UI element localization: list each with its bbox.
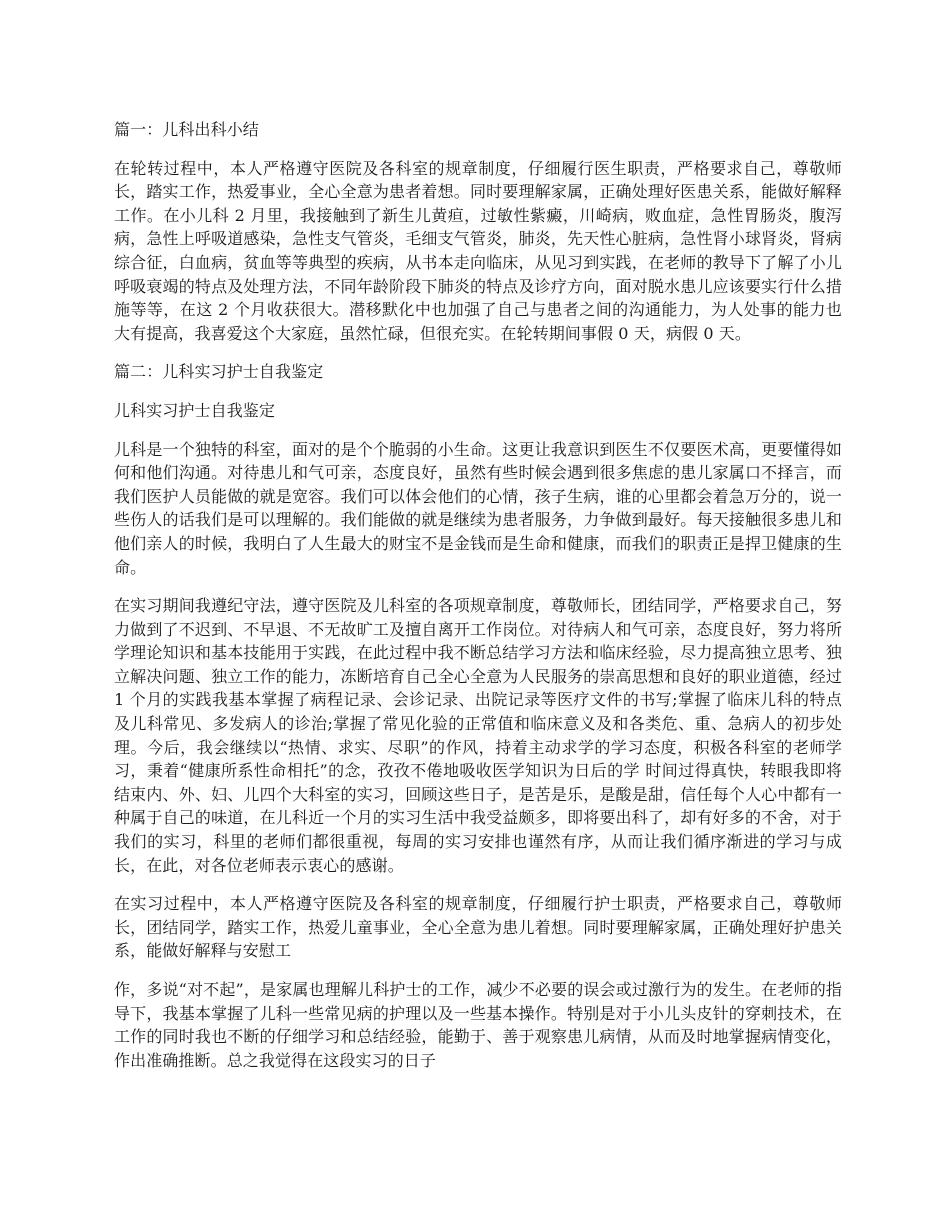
section-heading-2: 篇二：儿科实习护士自我鉴定 (114, 362, 324, 382)
document-page (114, 118, 842, 1087)
section-heading-1: 篇一：儿科出科小结 (114, 120, 259, 139)
document-title: 儿科实习护士自我鉴定 (114, 400, 276, 420)
paragraph-5: 作，多说“对不起”，是家属也理解儿科护士的工作，减少不必要的误会或过激行为的发生。在老师的指导下，我基本掌握了儿科一些常见病的护理以及一些基本操作。特别是对于小儿头皮针的穿刺技术，在工作的同时我也不断的仔细学习和总结经验，能勤于、善于观察患儿病情，从而及时地掌握病情变化，作出准确推断。总之我觉得在这段实习的日子 (114, 980, 842, 1070)
paragraph-1: 在轮转过程中，本人严格遵守医院及各科室的规章制度，仔细履行医生职责，严格要求自己，尊敬师长，踏实工作，热爱事业，全心全意为患者着想。同时要理解家属，正确处理好医患关系，能做好解释工作。在小儿科 2 月里，我接触到了新生儿黄疸，过敏性紫癜，川崎病，败血症，急性胃肠炎，腹泻病，急性上呼吸道感染，急性支气管炎，毛细支气管炎，肺炎，先天性心脏病，急性肾小球肾炎，肾病综合征，白血病，贫血等等典型的疾病，从书本走向临床，从见习到实践，在老师的教导下了解了小儿呼吸衰竭的特点及处理方法，不同年龄阶段下肺炎的特点及诊疗方向，面对脱水患儿应该要实行什么措施等等，在这 2 个月收获很大。潜移默化中也加强了自己与患者之间的沟通能力，为人处事的能力也大有提高，我喜爱这个大家庭，虽然忙碌，但很充实。在轮转期间事假 0 天，病假 0 天。 (114, 158, 842, 343)
paragraph-4: 在实习过程中，本人严格遵守医院及各科室的规章制度，仔细履行护士职责，严格要求自己，尊敬师长，团结同学，踏实工作，热爱儿童事业，全心全意为患儿着想。同时要理解家属，正确处理好护患关系，能做好解释与安慰工 (114, 894, 842, 961)
paragraph-3: 在实习期间我遵纪守法，遵守医院及儿科室的各项规章制度，尊敬师长，团结同学，严格要求自己，努力做到了不迟到、不早退、不无故旷工及擅自离开工作岗位。对待病人和气可亲，态度良好，努力将所学理论知识和基本技能用于实践，在此过程中我不断总结学习方法和临床经验，尽力提高独立思考、独立解决问题、独立工作的能力，冻断培育自己全心全意为人民服务的崇高思想和良好的职业道德，经过 1 个月的实践我基本掌握了病程记录、会诊记录、出院记录等医疗文件的书写;掌握了临床儿科的特点及儿科常见、多发病人的诊治;掌握了常见化验的正常值和临床意义及和各类危、重、急病人的初步处理。今后，我会继续以“热情、求实、尽职”的作风，持着主动求学的学习态度，积极各科室的老师学习，秉着“健康所系性命相托”的念，孜孜不倦地吸收医学知识为日后的学 时间过得真快，转眼我即将结束内、外、妇、儿四个大科室的实习，回顾这些日子，是苦是乐，是酸是甜，信任每个人心中都有一种属于自己的味道，在儿科近一个月的实习生活中我受益颇多，即将要出科了，却有好多的不舍，对于我们的实习，科里的老师们都很重视，每周的实习安排也谨然有序，从而让我们循序渐进的学习与成长，在此，对各位老师表示衷心的感谢。 (114, 596, 842, 875)
paragraph-2: 儿科是一个独特的科室，面对的是个个脆弱的小生命。这更让我意识到医生不仅要医术高，更要懂得如何和他们沟通。对待患儿和气可亲，态度良好，虽然有些时候会遇到很多焦虑的患儿家属口不择言，而我们医护人员能做的就是宽容。我们可以体会他们的心情，孩子生病，谁的心里都会着急万分的，说一些伤人的话我们是可以理解的。我们能做的就是继续为患者服务，力争做到最好。每天接触很多患儿和他们亲人的时候，我明白了人生最大的财宝不是金钱而是生命和健康，而我们的职责正是捍卫健康的生命。 (114, 439, 842, 577)
